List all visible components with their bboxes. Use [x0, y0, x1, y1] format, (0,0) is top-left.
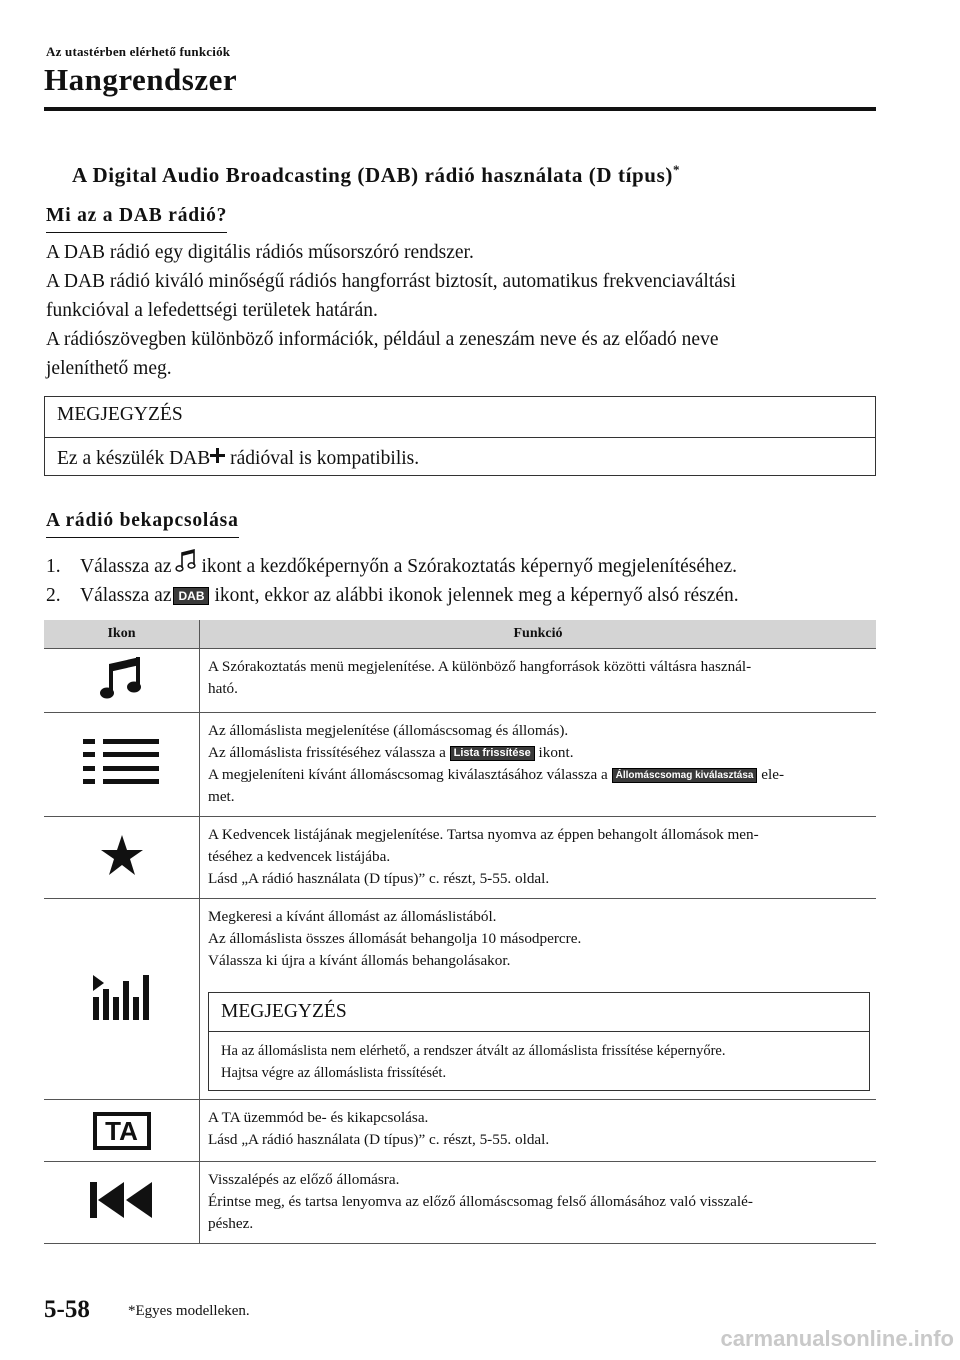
intro-line: A rádiószövegben különböző információk, például a zeneszám neve és az előadó neve — [46, 329, 719, 350]
note-text-after: rádióval is kompatibilis. — [225, 448, 420, 469]
function-cell — [200, 713, 877, 817]
step-number: 2. — [46, 585, 61, 606]
chapter-label: Az utastérben elérhető funkciók — [46, 44, 231, 59]
power-on-heading: A rádió bekapcsolása — [46, 510, 239, 538]
dab-button[interactable]: DAB — [173, 587, 209, 605]
step-number: 1. — [46, 556, 61, 577]
function-line: Lásd „A rádió használata (D típus)” c. részt, 5-55. oldal. — [208, 1131, 550, 1148]
refresh-list-button[interactable]: Lista frissítése — [450, 746, 535, 761]
intro-heading: Mi az a DAB rádió? — [46, 205, 227, 233]
function-cell — [200, 649, 877, 713]
intro-line: A DAB rádió kiváló minőségű rádiós hangforrást biztosít, automatikus frekvenciaváltási — [46, 271, 736, 292]
header-function: Funkció — [200, 620, 877, 649]
scan-icon — [93, 973, 151, 1021]
ta-icon — [93, 1112, 151, 1150]
function-line: A Kedvencek listájának megjelenítése. Tartsa nyomva az éppen behangolt állomások men- — [208, 826, 759, 843]
icon-cell — [44, 649, 200, 713]
ta-icon-label: TA — [105, 1115, 138, 1146]
function-line: Lásd „A rádió használata (D típus)” c. részt, 5-55. oldal. — [208, 870, 550, 887]
table-row — [44, 817, 876, 899]
steps-list — [46, 552, 739, 610]
function-cell — [200, 1100, 877, 1162]
icon-cell — [44, 713, 200, 817]
function-line: Válassza ki újra a kívánt állomás behangolásakor. — [208, 952, 511, 969]
function-text: A megjeleníteni kívánt állomáscsomag kiválasztásához válassza a — [208, 766, 608, 783]
footnote: *Egyes modelleken. — [128, 1303, 250, 1319]
function-line: Megkeresi a kívánt állomást az állomáslistából. — [208, 908, 497, 925]
model-marker: * — [672, 162, 681, 177]
table-row — [44, 1100, 876, 1162]
inner-note-box — [208, 992, 870, 1091]
note-text-before: Ez a készülék DAB — [57, 448, 211, 469]
function-text: Az állomáslista frissítéséhez válassza a — [208, 744, 446, 761]
function-line: Érintse meg, és tartsa lenyomva az előző állomáscsomag felső állomásához való visszalé- — [208, 1193, 753, 1210]
function-text: ele- — [761, 766, 785, 783]
function-line: péshez. — [208, 1215, 254, 1232]
step-1 — [46, 552, 739, 581]
note-line: Ha az állomáslista nem elérhető, a rendszer átvált az állomáslista frissítése képernyőre. — [221, 1043, 726, 1059]
skip-back-icon — [90, 1182, 154, 1218]
step-text-after: ikont, ekkor az alábbi ikonok jelennek meg a képernyő alsó részén. — [214, 585, 739, 606]
intro-line: A DAB rádió egy digitális rádiós műsorszóró rendszer. — [46, 242, 474, 263]
watermark: carmanualsonline.info — [720, 1326, 954, 1351]
step-text-before: Válassza az — [80, 556, 172, 577]
list-icon — [83, 739, 161, 785]
table-row — [44, 899, 876, 1100]
function-line: Az állomáslista megjelenítése (állomáscsomag és állomás). — [208, 722, 569, 739]
intro-paragraph — [46, 238, 876, 383]
topic-title-text: A Digital Audio Broadcasting (DAB) rádió használata (D típus) — [72, 163, 673, 187]
section-title: Hangrendszer — [44, 62, 238, 97]
table-header-row — [44, 620, 876, 649]
icon-cell — [44, 1100, 200, 1162]
function-line: Visszalépés az előző állomásra. — [208, 1171, 400, 1188]
table-row — [44, 649, 876, 713]
function-line: met. — [208, 788, 235, 805]
intro-line: jeleníthető meg. — [46, 358, 172, 379]
function-cell — [200, 899, 877, 1100]
function-cell — [200, 1162, 877, 1244]
header-icon: Ikon — [44, 620, 200, 649]
topic-title — [72, 162, 680, 188]
table-row — [44, 713, 876, 817]
function-line: ható. — [208, 680, 238, 697]
function-line: A TA üzemmód be- és kikapcsolása. — [208, 1109, 429, 1126]
function-line: Az állomáslista összes állomását behangolja 10 másodpercre. — [208, 930, 582, 947]
function-text: ikont. — [538, 744, 574, 761]
select-ensemble-button[interactable]: Állomáscsomag kiválasztása — [612, 768, 758, 783]
note-body — [45, 438, 875, 480]
note-box — [44, 396, 876, 476]
note-heading: MEGJEGYZÉS — [209, 993, 869, 1032]
title-rule — [44, 107, 876, 111]
music-note-icon — [175, 547, 197, 577]
step-2 — [46, 581, 739, 610]
note-line: Hajtsa végre az állomáslista frissítését. — [221, 1065, 447, 1081]
icon-function-table — [44, 620, 876, 1244]
page-number: 5-58 — [44, 1296, 90, 1323]
function-line — [208, 742, 870, 764]
function-line — [208, 764, 870, 786]
function-line: téséhez a kedvencek listájába. — [208, 848, 391, 865]
star-icon — [101, 835, 143, 875]
note-body — [209, 1032, 869, 1090]
intro-line: funkcióval a lefedettségi területek határán. — [46, 300, 378, 321]
icon-cell — [44, 817, 200, 899]
music-note-icon — [100, 654, 144, 702]
step-text-after: ikont a kezdőképernyőn a Szórakoztatás képernyő megjelenítéséhez. — [201, 556, 737, 577]
plus-icon — [210, 448, 225, 463]
icon-cell — [44, 1162, 200, 1244]
function-cell — [200, 817, 877, 899]
note-heading: MEGJEGYZÉS — [45, 397, 875, 438]
step-text-before: Válassza az — [80, 585, 172, 606]
table-row — [44, 1162, 876, 1244]
function-line: A Szórakoztatás menü megjelenítése. A különböző hangforrások közötti váltásra használ- — [208, 658, 752, 675]
icon-cell — [44, 899, 200, 1100]
